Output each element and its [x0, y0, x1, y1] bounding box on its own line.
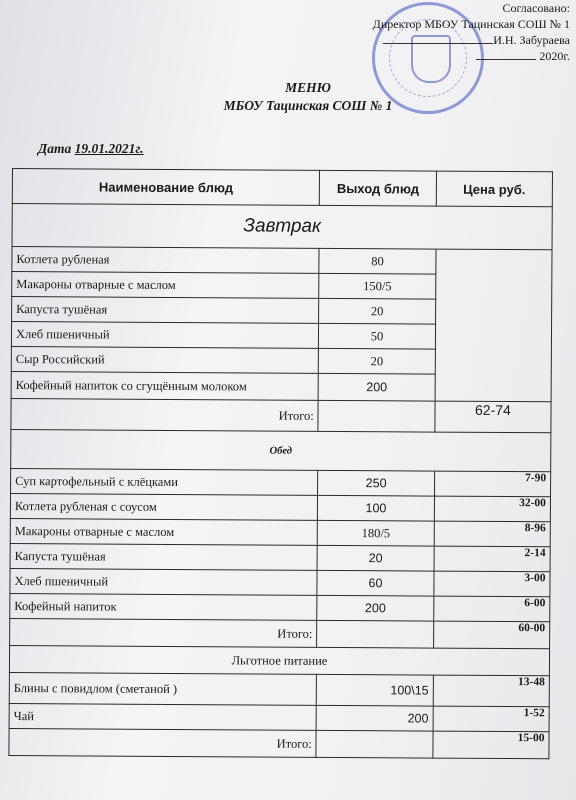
table-header-row — [12, 169, 552, 207]
dish-price: 2-14 — [434, 546, 550, 572]
total-yield-empty — [318, 400, 435, 432]
signature-line — [383, 32, 493, 44]
col-header-dish: Наименование блюд — [12, 169, 319, 206]
total-label: Итого: — [10, 618, 317, 647]
dish-name: Макароны отварные с маслом — [12, 272, 319, 299]
approval-date-row — [340, 48, 570, 64]
dish-name: Блины с повидлом (сметаной ) — [9, 672, 316, 705]
dish-name: Кофейный напиток со сгущённым молоком — [11, 371, 318, 400]
dish-name: Хлеб пшеничный — [11, 322, 318, 349]
dish-yield: 20 — [319, 348, 436, 374]
dish-price: 13-48 — [433, 675, 549, 707]
table-row — [10, 568, 550, 596]
dish-name: Кофейный напиток — [10, 593, 317, 620]
dish-name: Котлета рубленая — [12, 247, 319, 274]
total-yield-empty — [316, 730, 433, 758]
table-row — [10, 518, 550, 546]
menu-title: МЕНЮ — [285, 80, 331, 95]
approval-director-name: И.Н. Забураева — [493, 33, 570, 47]
table-row — [10, 543, 550, 571]
dish-price: 3-00 — [434, 571, 550, 597]
table-row — [12, 247, 552, 275]
breakfast-total-value: 62-74 — [435, 401, 551, 433]
dish-name: Суп картофельный с клёцками — [11, 468, 318, 495]
approval-signature-row — [340, 32, 570, 48]
dish-yield: 250 — [318, 470, 435, 496]
section-lunch — [11, 429, 551, 471]
table-row — [10, 493, 550, 521]
dish-yield: 80 — [319, 248, 436, 274]
lunch-total-row — [10, 618, 550, 648]
dish-price: 32-00 — [434, 496, 550, 522]
dish-yield: 100\15 — [317, 674, 434, 706]
dish-name: Макароны отварные с маслом — [10, 518, 317, 545]
dish-yield: 200 — [316, 705, 433, 731]
dish-price: 7-90 — [434, 471, 550, 497]
date-value: 19.01.2021г. — [74, 141, 144, 156]
col-header-yield: Выход блюд — [320, 170, 437, 206]
dish-name: Капуста тушёная — [10, 543, 317, 570]
lunch-total-value: 60-00 — [433, 621, 549, 649]
total-yield-empty — [317, 620, 434, 648]
approval-block — [340, 0, 570, 64]
table-row — [9, 672, 549, 706]
dish-yield: 20 — [317, 545, 434, 571]
total-label: Итого: — [9, 728, 316, 757]
benefit-total-row — [9, 728, 549, 758]
school-name: МБОУ Тацинская СОШ № 1 — [223, 98, 393, 113]
col-header-price: Цена руб. — [436, 171, 552, 207]
breakfast-total-row — [11, 398, 551, 432]
menu-date — [38, 141, 144, 157]
date-line — [476, 48, 536, 60]
table-row — [10, 593, 550, 621]
table-row — [11, 468, 551, 496]
dish-yield: 200 — [318, 373, 435, 401]
approval-year: 2020г. — [539, 49, 570, 63]
approval-position: Директор МБОУ Тацинская СОШ № 1 — [372, 17, 570, 31]
date-label: Дата — [38, 141, 75, 156]
section-title-breakfast: Завтрак — [12, 204, 552, 250]
dish-price: 1-52 — [433, 706, 549, 732]
section-title-benefit: Льготное питание — [9, 645, 549, 675]
dish-yield: 180/5 — [317, 520, 434, 546]
dish-yield: 100 — [318, 495, 435, 521]
dish-yield: 20 — [319, 298, 436, 324]
section-breakfast — [12, 204, 552, 250]
dish-name: Сыр Российский — [11, 346, 318, 373]
breakfast-price-cell — [435, 249, 552, 402]
dish-price: 6-00 — [434, 596, 550, 622]
dish-name: Чай — [9, 703, 316, 730]
menu-table — [8, 168, 553, 759]
dish-price: 8-96 — [434, 521, 550, 547]
section-title-lunch: Обед — [11, 429, 551, 471]
dish-yield: 150/5 — [319, 273, 436, 299]
dish-yield: 60 — [317, 570, 434, 596]
total-label: Итого: — [11, 398, 318, 431]
dish-yield: 50 — [319, 323, 436, 349]
dish-name: Котлета рубленая с соусом — [10, 493, 317, 520]
section-benefit — [9, 645, 549, 675]
table-row — [9, 703, 549, 731]
dish-name: Капуста тушёная — [12, 297, 319, 324]
benefit-total-value: 15-00 — [433, 731, 549, 759]
approval-heading: Согласовано: — [502, 1, 570, 15]
dish-yield: 200 — [317, 595, 434, 621]
dish-name: Хлеб пшеничный — [10, 568, 317, 595]
